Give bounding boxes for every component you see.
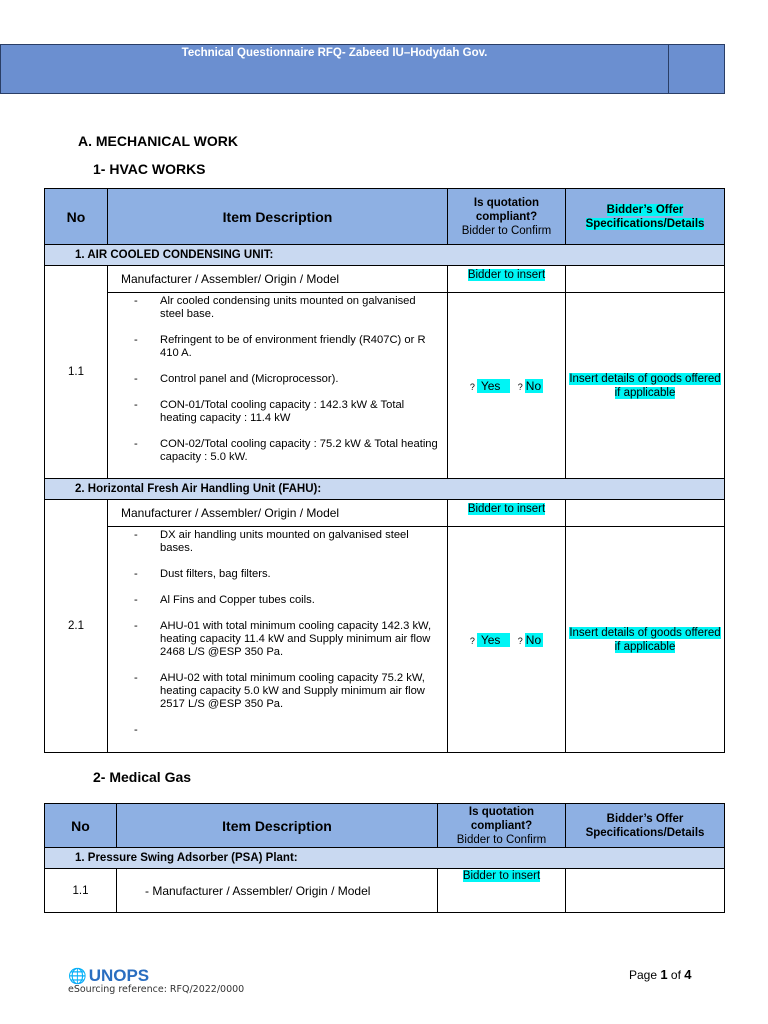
- checkbox-icon[interactable]: ?: [469, 635, 475, 646]
- table-header-row: [45, 804, 725, 848]
- bidder-insert-cell[interactable]: [438, 869, 566, 913]
- list-item: - Control panel and (Microprocessor).: [134, 373, 441, 386]
- yes-no-cell: [448, 527, 566, 753]
- offer-cell[interactable]: [566, 869, 725, 913]
- header-compliant-bold: Is quotation compliant?: [468, 805, 535, 832]
- bidder-insert-cell[interactable]: [448, 500, 566, 527]
- offer-cell[interactable]: [566, 266, 725, 293]
- list-item: - AHU-01 with total minimum cooling capacity 142.3 kW, heating capacity 11.4 kW and Supply minimum air flow 2468 L/S @ESP 350 Pa.: [134, 620, 441, 659]
- header-offer-label: Bidder’s Offer Specifications/Details: [585, 812, 705, 839]
- spec-list-cell: [108, 527, 448, 753]
- group-label: 1. Pressure Swing Adsorber (PSA) Plant:: [45, 848, 725, 869]
- yes-no-cell: [448, 293, 566, 479]
- header-divider: [668, 45, 669, 93]
- header-compliant: [448, 189, 566, 245]
- page-prefix: Page: [629, 968, 661, 982]
- header-offer-label: Bidder’s Offer Specifications/Details: [585, 203, 705, 230]
- list-item: - Dust filters, bag filters.: [134, 568, 441, 581]
- bidder-insert-cell[interactable]: [448, 266, 566, 293]
- header-compliant-bold: Is quotation compliant?: [473, 196, 540, 223]
- un-emblem-icon: 🌐: [68, 968, 87, 985]
- header-offer: [566, 189, 725, 245]
- table-header-row: [45, 189, 725, 245]
- group-row: [45, 848, 725, 869]
- checkbox-icon[interactable]: ?: [469, 381, 475, 392]
- header-compliant-note: Bidder to Confirm: [461, 224, 552, 237]
- insert-details-label: Insert details of goods offered if applicable: [569, 626, 721, 653]
- list-item: - Al Fins and Copper tubes coils.: [134, 594, 441, 607]
- unops-logo: [68, 966, 149, 986]
- row-number: 2.1: [45, 500, 108, 753]
- header-no: No: [45, 804, 117, 848]
- document-header: [0, 44, 725, 94]
- header-compliant-note: Bidder to Confirm: [456, 833, 547, 846]
- insert-details-label: Insert details of goods offered if applicable: [569, 372, 721, 399]
- manufacturer-label: - Manufacturer / Assembler/ Origin / Model: [117, 869, 438, 913]
- yes-option[interactable]: Yes: [477, 633, 511, 647]
- group-label: 1. AIR COOLED CONDENSING UNIT:: [45, 245, 725, 266]
- manufacturer-label: Manufacturer / Assembler/ Origin / Model: [108, 266, 448, 293]
- offer-details-cell[interactable]: [566, 293, 725, 479]
- list-item: - AHU-02 with total minimum cooling capacity 75.2 kW, heating capacity 5.0 kW and Supply minimum air flow 2517 L/S @ESP 350 Pa.: [134, 672, 441, 711]
- page-number: [629, 967, 692, 982]
- header-item: Item Description: [108, 189, 448, 245]
- group-label: 2. Horizontal Fresh Air Handling Unit (FAHU):: [45, 479, 725, 500]
- page-total: 4: [684, 967, 692, 982]
- subsection-medical-gas: 2- Medical Gas: [93, 769, 192, 785]
- subsection-hvac: 1- HVAC WORKS: [93, 161, 206, 177]
- list-item: - CON-01/Total cooling capacity : 142.3 kW & Total heating capacity : 11.4 kW: [134, 399, 441, 425]
- group-row: [45, 479, 725, 500]
- list-item: - Refringent to be of environment friendly (R407C) or R 410 A.: [134, 334, 441, 360]
- list-item: - CON-02/Total cooling capacity : 75.2 kW & Total heating capacity : 5.0 kW.: [134, 438, 441, 464]
- section-title: A. MECHANICAL WORK: [78, 133, 238, 149]
- manufacturer-label: Manufacturer / Assembler/ Origin / Model: [108, 500, 448, 527]
- logo-text: UNOPS: [88, 966, 150, 985]
- checkbox-icon[interactable]: ?: [517, 381, 523, 392]
- list-item: - DX air handling units mounted on galvanised steel bases.: [134, 529, 441, 555]
- table-row: [45, 500, 725, 527]
- group-row: [45, 245, 725, 266]
- table-row: [45, 869, 725, 913]
- header-offer: [566, 804, 725, 848]
- spec-list: [108, 527, 447, 745]
- medical-gas-table: [44, 803, 725, 913]
- table-row: [45, 293, 725, 479]
- table-row: [45, 266, 725, 293]
- esourcing-reference: eSourcing reference: RFQ/2022/0000: [68, 984, 245, 995]
- checkbox-icon[interactable]: ?: [517, 635, 523, 646]
- list-item: [134, 724, 441, 737]
- yes-option[interactable]: Yes: [477, 379, 511, 393]
- page-of: of: [667, 968, 685, 982]
- list-item: - Alr cooled condensing units mounted on galvanised steel base.: [134, 295, 441, 321]
- offer-cell[interactable]: [566, 500, 725, 527]
- row-number: 1.1: [45, 869, 117, 913]
- offer-details-cell[interactable]: [566, 527, 725, 753]
- hvac-table: [44, 188, 725, 753]
- spec-list: [108, 293, 447, 472]
- spec-list-cell: [108, 293, 448, 479]
- no-option[interactable]: No: [525, 632, 542, 647]
- bidder-insert-label: Bidder to insert: [467, 503, 546, 515]
- table-row: [45, 527, 725, 753]
- header-title: Technical Questionnaire RFQ- Zabeed IU–Hodydah Gov.: [181, 47, 488, 59]
- header-compliant: [438, 804, 566, 848]
- row-number: 1.1: [45, 266, 108, 479]
- bidder-insert-label: Bidder to insert: [467, 269, 546, 281]
- no-option[interactable]: No: [525, 378, 542, 393]
- page-current: 1: [660, 967, 668, 982]
- bidder-insert-label: Bidder to insert: [462, 870, 541, 882]
- header-no: No: [45, 189, 108, 245]
- header-item: Item Description: [117, 804, 438, 848]
